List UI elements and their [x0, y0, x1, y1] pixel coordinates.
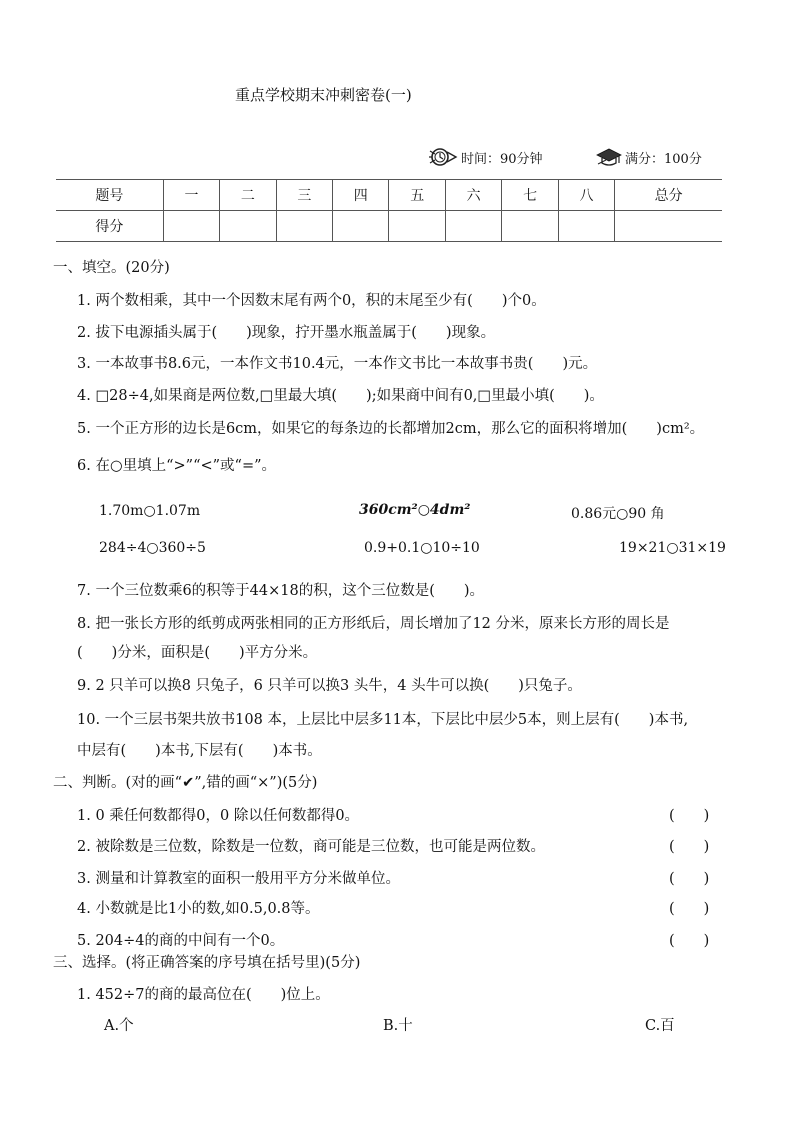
question-1-8: 8. 把一张长方形的纸剪成两张相同的正方形纸后，周长增加了12 分米，原来长方形的周长是: [77, 616, 670, 632]
choice-option-a[interactable]: A.个: [104, 1018, 134, 1034]
score-input-cell[interactable]: [502, 211, 558, 242]
question-1-2: 2. 拔下电源插头属于( )现象，拧开墨水瓶盖属于( )现象。: [77, 325, 496, 341]
score-input-cell[interactable]: [389, 211, 445, 242]
question-1-5: 5. 一个正方形的边长是6cm，如果它的每条边的长都增加2cm，那么它的面积将增加( )cm²。: [77, 421, 705, 437]
answer-paren[interactable]: ( ): [669, 933, 710, 949]
score-input-cell[interactable]: [333, 211, 389, 242]
time-text: 时间：90分钟: [461, 151, 543, 167]
compare-item: 0.86元○90 角: [571, 506, 665, 522]
score-table-cell: 四: [333, 180, 389, 211]
compare-item: 360cm²○4dm²: [359, 502, 471, 518]
compare-item: 1.70m○1.07m: [99, 503, 201, 519]
score-input-cell[interactable]: [276, 211, 332, 242]
section-1-title: 一、填空。(20分): [53, 260, 170, 276]
score-input-cell[interactable]: [558, 211, 614, 242]
compare-item: 284÷4○360÷5: [99, 540, 206, 556]
question-1-8-cont: ( )分米，面积是( )平方分米。: [77, 645, 318, 661]
section-3-title: 三、选择。(将正确答案的序号填在括号里)(5分): [53, 955, 361, 971]
score-table-cell: 五: [389, 180, 445, 211]
score-table-cell: 题号: [56, 180, 163, 211]
question-1-9: 9. 2 只羊可以换8 只兔子，6 只羊可以换3 头牛，4 头牛可以换( )只兔子。: [77, 678, 582, 694]
score-table-cell: 总分: [615, 180, 722, 211]
question-1-7: 7. 一个三位数乘6的积等于44×18的积，这个三位数是( )。: [77, 583, 485, 599]
choice-question-1: 1. 452÷7的商的最高位在( )位上。: [77, 987, 330, 1003]
score-input-cell[interactable]: [220, 211, 276, 242]
question-1-3: 3. 一本故事书8.6元，一本作文书10.4元，一本作文书比一本故事书贵( )元。: [77, 356, 598, 372]
score-table-header-row: [56, 180, 722, 211]
score-input-cell[interactable]: [615, 211, 722, 242]
answer-paren[interactable]: ( ): [669, 839, 710, 855]
judge-item: 1. 0 乘任何数都得0，0 除以任何数都得0。: [77, 808, 360, 824]
judge-item: 3. 测量和计算教室的面积一般用平方分米做单位。: [77, 871, 400, 887]
question-1-1: 1. 两个数相乘，其中一个因数末尾有两个0，积的末尾至少有( )个0。: [77, 293, 546, 309]
answer-paren[interactable]: ( ): [669, 808, 710, 824]
score-table-cell: 八: [558, 180, 614, 211]
score-table-cell: 三: [276, 180, 332, 211]
question-1-4: 4. □28÷4,如果商是两位数,□里最大填( );如果商中间有0,□里最小填( )。: [77, 388, 604, 404]
score-table-cell: 二: [220, 180, 276, 211]
graduation-cap-icon: [596, 146, 622, 168]
judge-item: 2. 被除数是三位数，除数是一位数，商可能是三位数，也可能是两位数。: [77, 839, 545, 855]
score-table: [56, 179, 722, 242]
question-1-6: 6. 在○里填上“>”“<”或“=”。: [77, 458, 277, 474]
question-1-10: 10. 一个三层书架共放书108 本，上层比中层多11本，下层比中层少5本，则上层有( )本书,: [77, 712, 689, 728]
answer-paren[interactable]: ( ): [669, 871, 710, 887]
compare-item: 19×21○31×19: [619, 540, 726, 556]
choice-option-b[interactable]: B.十: [383, 1018, 413, 1034]
time-info: [428, 146, 543, 168]
score-row-label: 得分: [56, 211, 163, 242]
score-table-cell: 一: [163, 180, 219, 211]
score-input-cell[interactable]: [163, 211, 219, 242]
choice-option-c[interactable]: C.百: [645, 1018, 675, 1034]
score-info: [596, 146, 702, 168]
score-table-cell: 七: [502, 180, 558, 211]
page-title: 重点学校期末冲刺密卷(一): [235, 86, 412, 104]
clock-icon: [428, 146, 458, 168]
compare-item: 0.9+0.1○10÷10: [364, 540, 480, 556]
score-input-cell[interactable]: [445, 211, 501, 242]
score-table-score-row: [56, 211, 722, 242]
score-table-cell: 六: [445, 180, 501, 211]
judge-item: 4. 小数就是比1小的数,如0.5,0.8等。: [77, 901, 320, 917]
full-score-text: 满分：100分: [625, 151, 702, 167]
question-1-10-cont: 中层有( )本书,下层有( )本书。: [77, 743, 322, 759]
judge-item: 5. 204÷4的商的中间有一个0。: [77, 933, 285, 949]
answer-paren[interactable]: ( ): [669, 901, 710, 917]
section-2-title: 二、判断。(对的画“✔”,错的画“×”)(5分): [53, 775, 318, 791]
